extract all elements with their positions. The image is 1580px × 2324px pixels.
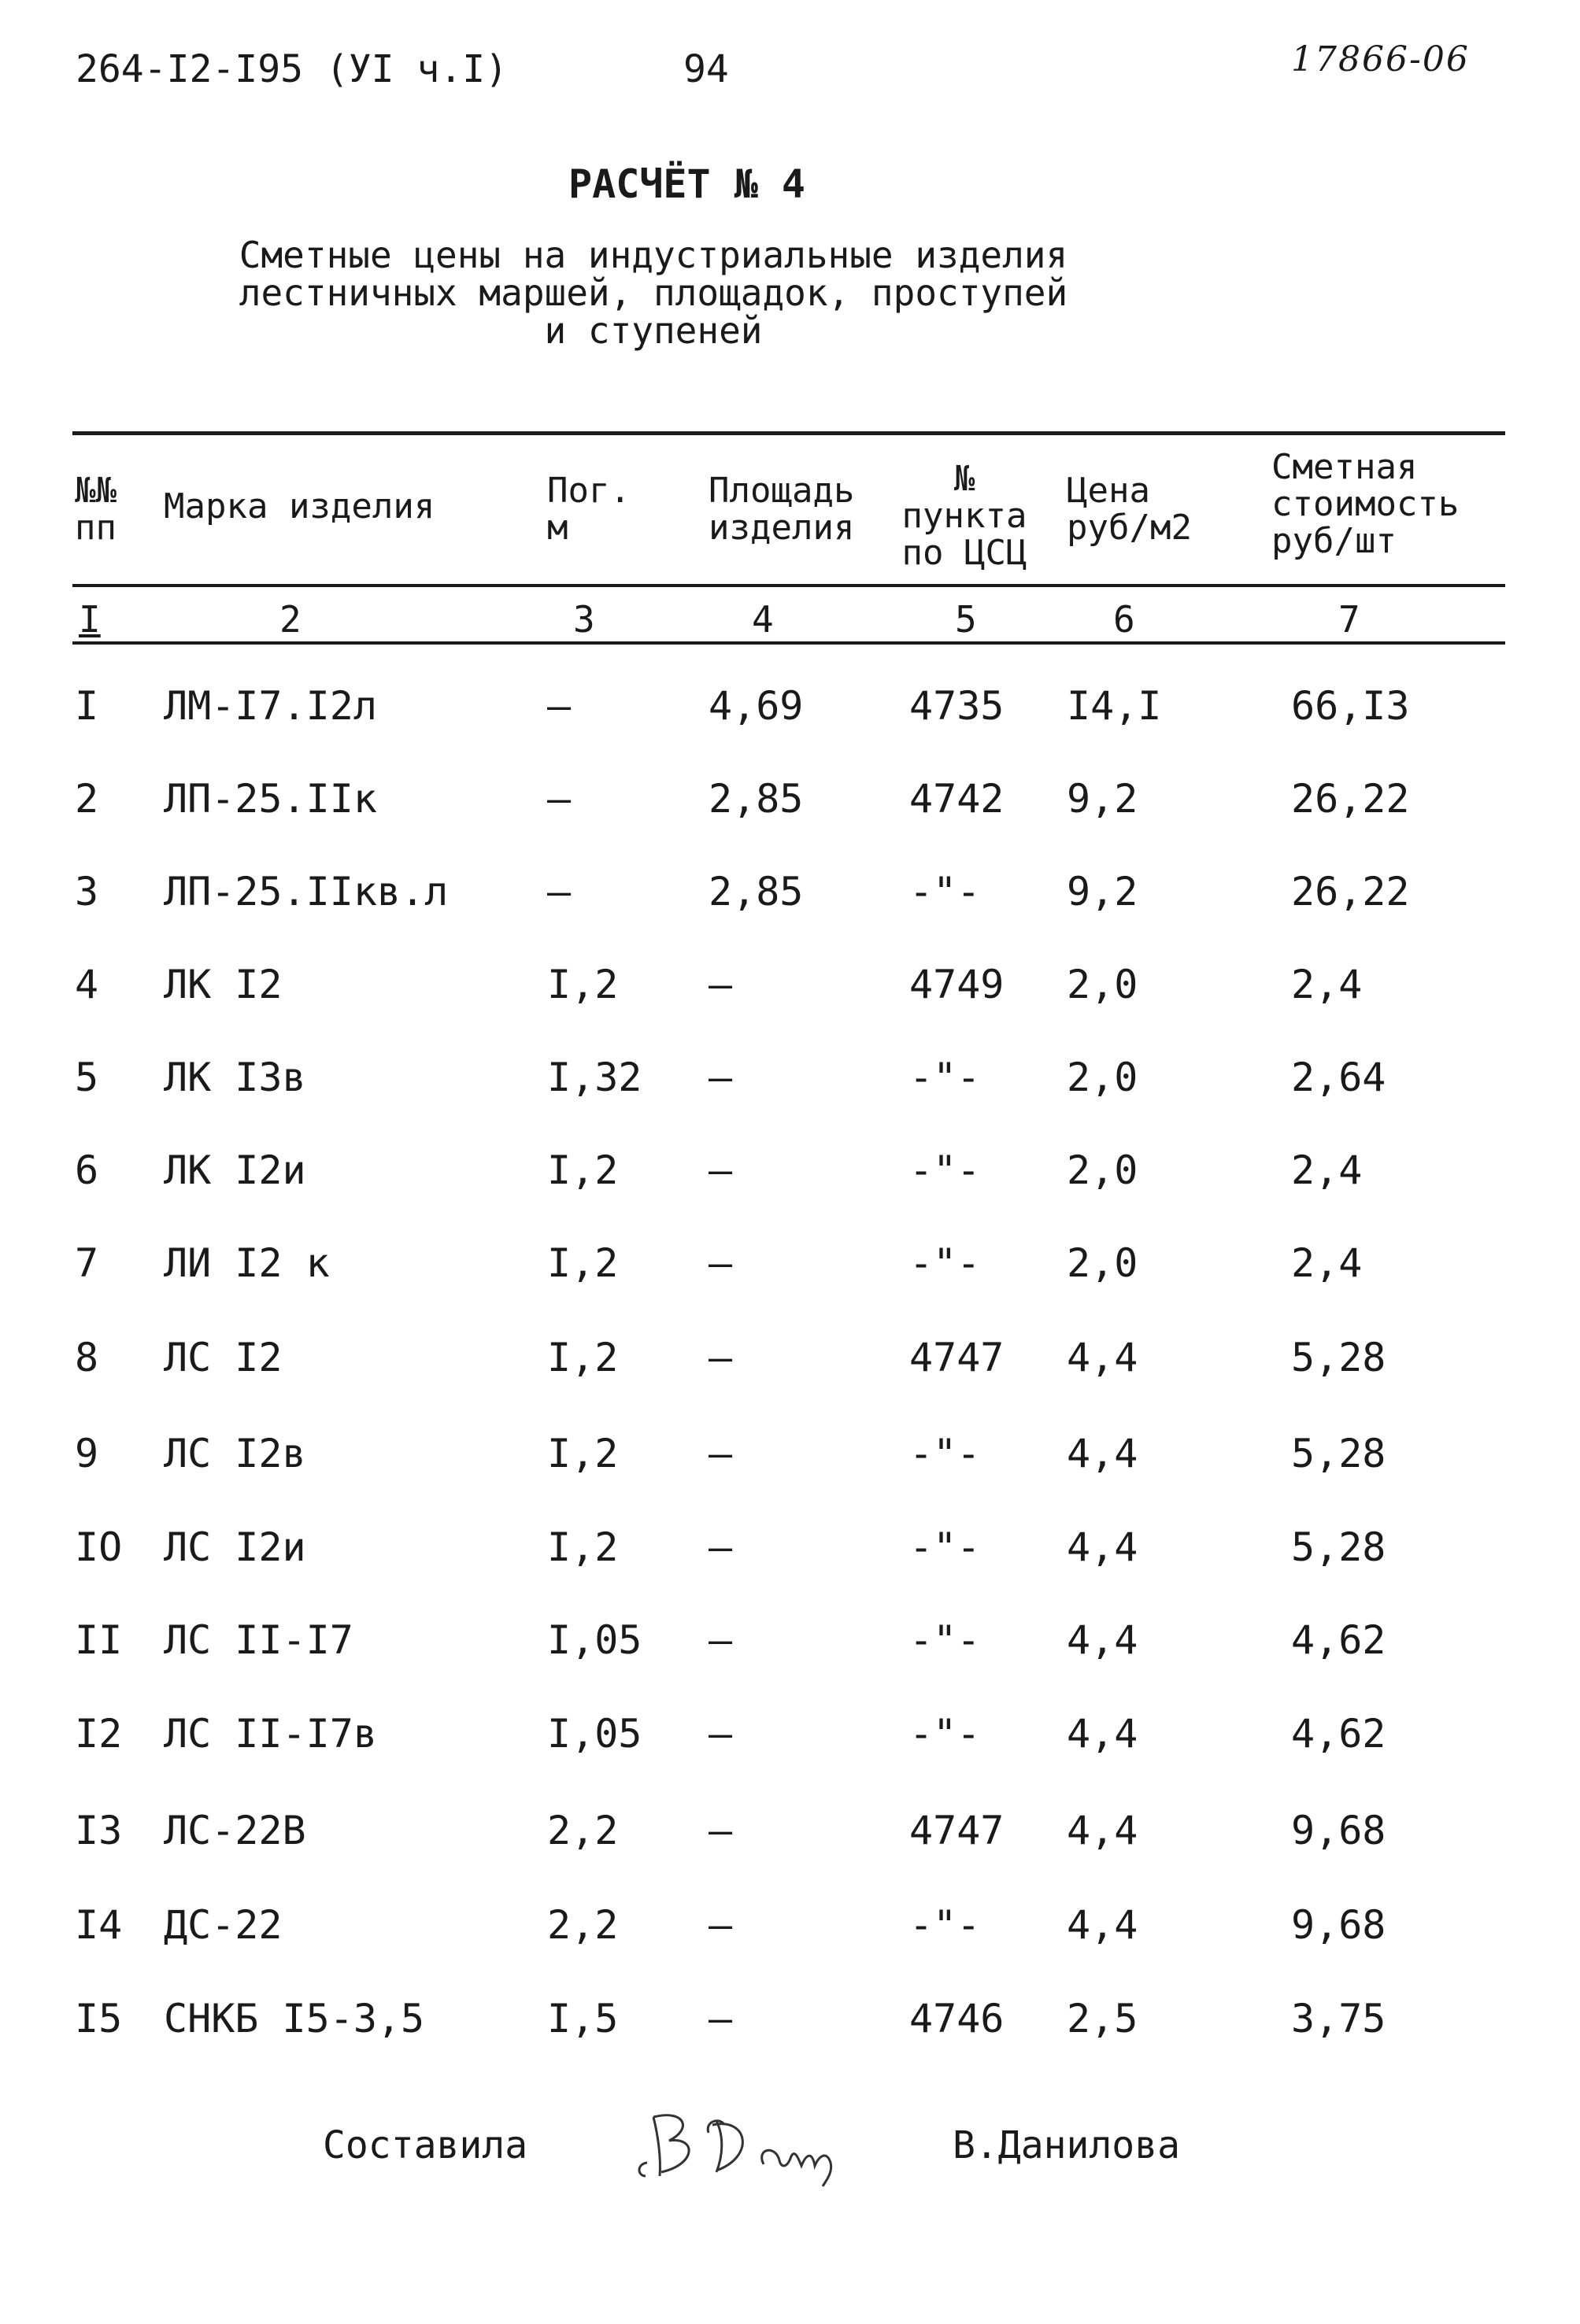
cell-cost: 2,4	[1291, 1240, 1363, 1286]
cell-mark: ЛК I3в	[164, 1055, 306, 1100]
table-row	[0, 1147, 1580, 1240]
cell-price: 4,4	[1067, 1431, 1138, 1476]
table-header-rule	[72, 584, 1505, 587]
column-number: 5	[955, 598, 977, 641]
table-row	[0, 1335, 1580, 1428]
cell-number: 8	[75, 1335, 99, 1380]
cell-cost: 9,68	[1291, 1902, 1386, 1948]
cell-item-number: -"-	[909, 1431, 981, 1476]
header-text: №№	[75, 471, 117, 511]
cell-item-number: 4747	[909, 1335, 1005, 1380]
cell-cost: 9,68	[1291, 1808, 1386, 1853]
table-row	[0, 1902, 1580, 1995]
cell-price: I4,I	[1067, 683, 1162, 729]
table-top-rule	[72, 431, 1505, 435]
cell-area: 4,69	[709, 683, 804, 729]
cell-length: –	[547, 869, 572, 914]
header-text: №	[953, 459, 975, 499]
table-row	[0, 776, 1580, 869]
cell-mark: ЛС I2и	[164, 1524, 306, 1570]
cell-length: –	[547, 776, 572, 822]
header-text: по ЦСЦ	[901, 533, 1027, 573]
table-row	[0, 683, 1580, 776]
column-number: 3	[573, 598, 595, 641]
cell-area: –	[709, 1055, 733, 1100]
subtitle-line: Сметные цены на индустриальные изделия	[239, 234, 1068, 276]
header-cell-length	[547, 472, 631, 546]
cell-price: 4,4	[1067, 1617, 1138, 1663]
table-row	[0, 1711, 1580, 1804]
cell-mark: ЛК I2и	[164, 1147, 306, 1193]
page-number: 94	[683, 47, 729, 91]
column-number: 6	[1113, 598, 1135, 641]
cell-mark: ЛК I2	[164, 962, 283, 1007]
cell-length: I,2	[547, 1147, 619, 1193]
archive-number: 17866-06	[1291, 39, 1470, 79]
cell-mark: ЛС-22В	[164, 1808, 306, 1853]
cell-item-number: -"-	[909, 1617, 981, 1663]
cell-length: I,2	[547, 1240, 619, 1286]
header-text: пп	[75, 508, 117, 548]
cell-price: 2,5	[1067, 1996, 1138, 2041]
table-row	[0, 1808, 1580, 1901]
cell-cost: 5,28	[1291, 1431, 1386, 1476]
cell-length: I,2	[547, 1524, 619, 1570]
cell-cost: 2,4	[1291, 1147, 1363, 1193]
signature-icon	[630, 2101, 882, 2188]
compiled-by-label: Составила	[323, 2123, 528, 2167]
cell-number: 4	[75, 962, 99, 1007]
header-text: м	[547, 508, 568, 548]
cell-length: 2,2	[547, 1808, 619, 1853]
header-text: Сметная	[1271, 447, 1418, 487]
cell-cost: 5,28	[1291, 1524, 1386, 1570]
header-text: руб/м2	[1067, 508, 1192, 548]
cell-area: –	[709, 962, 733, 1007]
cell-price: 4,4	[1067, 1335, 1138, 1380]
cell-price: 2,0	[1067, 962, 1138, 1007]
signature	[630, 2101, 882, 2191]
header-text: Пог.	[547, 471, 631, 511]
cell-number: I4	[75, 1902, 123, 1948]
table-row	[0, 1431, 1580, 1524]
cell-mark: ЛС II-I7	[164, 1617, 353, 1663]
cell-area: –	[709, 1617, 733, 1663]
header-cell-item-number	[890, 460, 1039, 571]
cell-number: I	[75, 683, 99, 729]
cell-cost: 2,4	[1291, 962, 1363, 1007]
cell-mark: СНКБ I5-3,5	[164, 1996, 425, 2041]
cell-number: 5	[75, 1055, 99, 1100]
doc-code: 264-I2-I95 (УI ч.I)	[76, 47, 509, 91]
header-cell-mark	[164, 488, 435, 525]
cell-area: –	[709, 1996, 733, 2041]
compiler-name: В.Данилова	[953, 2123, 1180, 2167]
cell-area: –	[709, 1711, 733, 1757]
header-cell-cost	[1271, 449, 1459, 560]
header-cell-price	[1067, 472, 1192, 546]
cell-cost: 3,75	[1291, 1996, 1386, 2041]
cell-length: I,2	[547, 1431, 619, 1476]
cell-number: 2	[75, 776, 99, 822]
column-number: I	[79, 598, 101, 641]
cell-item-number: -"-	[909, 1902, 981, 1948]
cell-price: 9,2	[1067, 869, 1138, 914]
header-cell-number	[75, 472, 117, 546]
cell-mark: ЛИ I2 к	[164, 1240, 330, 1286]
cell-length: 2,2	[547, 1902, 619, 1948]
cell-mark: ЛС II-I7в	[164, 1711, 377, 1757]
cell-number: II	[75, 1617, 123, 1663]
cell-price: 4,4	[1067, 1711, 1138, 1757]
cell-area: –	[709, 1524, 733, 1570]
cell-item-number: 4749	[909, 962, 1005, 1007]
header-text: изделия	[709, 508, 855, 548]
cell-item-number: -"-	[909, 1711, 981, 1757]
header-text: Цена	[1067, 471, 1150, 511]
cell-item-number: 4735	[909, 683, 1005, 729]
table-row	[0, 962, 1580, 1055]
column-number: 2	[279, 598, 302, 641]
cell-price: 2,0	[1067, 1147, 1138, 1193]
cell-mark: ДС-22	[164, 1902, 283, 1948]
cell-cost: 5,28	[1291, 1335, 1386, 1380]
cell-number: I2	[75, 1711, 123, 1757]
cell-cost: 26,22	[1291, 869, 1410, 914]
column-numbers-rule	[72, 641, 1505, 645]
cell-cost: 4,62	[1291, 1617, 1386, 1663]
cell-area: –	[709, 1335, 733, 1380]
header-text: пункта	[901, 496, 1027, 536]
cell-item-number: 4742	[909, 776, 1005, 822]
document-subtitle	[181, 234, 1126, 352]
cell-number: IO	[75, 1524, 123, 1570]
cell-price: 2,0	[1067, 1055, 1138, 1100]
cell-mark: ЛС I2в	[164, 1431, 306, 1476]
header-text: Площадь	[709, 471, 855, 511]
column-number: 7	[1338, 598, 1360, 641]
table-row	[0, 1055, 1580, 1147]
cell-cost: 4,62	[1291, 1711, 1386, 1757]
cell-cost: 26,22	[1291, 776, 1410, 822]
cell-area: –	[709, 1240, 733, 1286]
cell-length: I,05	[547, 1617, 642, 1663]
cell-number: 6	[75, 1147, 99, 1193]
cell-number: 3	[75, 869, 99, 914]
cell-mark: ЛП-25.IIк	[164, 776, 377, 822]
cell-price: 4,4	[1067, 1902, 1138, 1948]
document-title: РАСЧЁТ № 4	[568, 161, 806, 207]
cell-mark: ЛМ-I7.I2л	[164, 683, 377, 729]
cell-length: I,32	[547, 1055, 642, 1100]
cell-length: –	[547, 683, 572, 729]
cell-length: I,05	[547, 1711, 642, 1757]
cell-item-number: 4747	[909, 1808, 1005, 1853]
cell-length: I,2	[547, 1335, 619, 1380]
cell-number: 7	[75, 1240, 99, 1286]
cell-mark: ЛС I2	[164, 1335, 283, 1380]
cell-number: I3	[75, 1808, 123, 1853]
cell-item-number: -"-	[909, 1240, 981, 1286]
table-row	[0, 1240, 1580, 1333]
cell-area: –	[709, 1902, 733, 1948]
cell-length: I,5	[547, 1996, 619, 2041]
cell-item-number: -"-	[909, 1055, 981, 1100]
cell-number: I5	[75, 1996, 123, 2041]
cell-area: –	[709, 1147, 733, 1193]
column-number: 4	[752, 598, 774, 641]
header-text: стоимость	[1271, 484, 1460, 524]
table-row	[0, 869, 1580, 962]
cell-area: 2,85	[709, 776, 804, 822]
table-row	[0, 1996, 1580, 2089]
cell-item-number: -"-	[909, 1524, 981, 1570]
header-text: Марка изделия	[164, 486, 435, 527]
header-cell-area	[709, 472, 854, 546]
cell-cost: 66,I3	[1291, 683, 1410, 729]
cell-item-number: -"-	[909, 1147, 981, 1193]
cell-item-number: 4746	[909, 1996, 1005, 2041]
cell-number: 9	[75, 1431, 99, 1476]
cell-length: I,2	[547, 962, 619, 1007]
table-row	[0, 1524, 1580, 1617]
table-row	[0, 1617, 1580, 1710]
cell-price: 4,4	[1067, 1524, 1138, 1570]
cell-price: 4,4	[1067, 1808, 1138, 1853]
subtitle-line: и ступеней	[544, 309, 763, 352]
cell-area: 2,85	[709, 869, 804, 914]
subtitle-line: лестничных маршей, площадок, проступей	[239, 272, 1068, 314]
cell-area: –	[709, 1808, 733, 1853]
cell-price: 2,0	[1067, 1240, 1138, 1286]
cell-price: 9,2	[1067, 776, 1138, 822]
cell-cost: 2,64	[1291, 1055, 1386, 1100]
cell-mark: ЛП-25.IIкв.л	[164, 869, 449, 914]
cell-item-number: -"-	[909, 869, 981, 914]
header-text: руб/шт	[1271, 521, 1397, 561]
cell-area: –	[709, 1431, 733, 1476]
